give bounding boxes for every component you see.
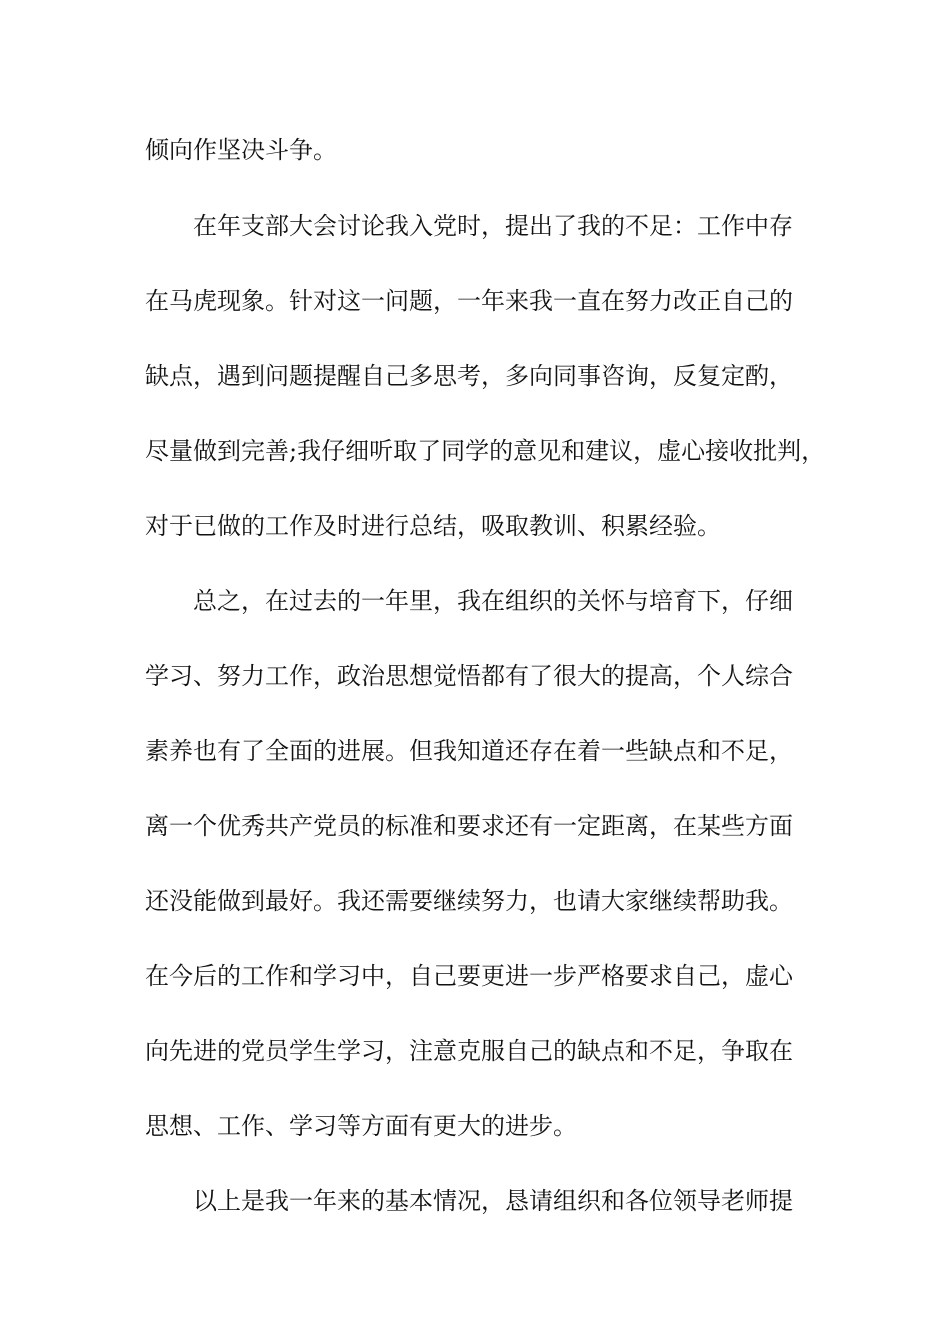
text-line: 在马虎现象。针对这一问题，一年来我一直在努力改正自己的 bbox=[145, 287, 793, 315]
text-line: 学习、努力工作，政治思想觉悟都有了很大的提高，个人综合 bbox=[145, 662, 793, 690]
text-line: 在今后的工作和学习中，自己要更进一步严格要求自己，虚心 bbox=[145, 962, 793, 990]
text-line: 向先进的党员学生学习，注意克服自己的缺点和不足，争取在 bbox=[145, 1037, 793, 1065]
text-line: 离一个优秀共产党员的标准和要求还有一定距离，在某些方面 bbox=[145, 812, 793, 840]
text-line: 还没能做到最好。我还需要继续努力，也请大家继续帮助我。 bbox=[145, 887, 793, 915]
paragraph-start-line: 在年支部大会讨论我入党时，提出了我的不足：工作中存 bbox=[193, 212, 793, 240]
text-line: 思想、工作、学习等方面有更大的进步。 bbox=[145, 1112, 577, 1140]
text-line: 素养也有了全面的进展。但我知道还存在着一些缺点和不足， bbox=[145, 737, 793, 765]
text-line: 倾向作坚决斗争。 bbox=[145, 136, 337, 164]
text-line: 对于已做的工作及时进行总结，吸取教训、积累经验。 bbox=[145, 512, 721, 540]
text-line: 缺点，遇到问题提醒自己多思考，多向同事咨询，反复定酌， bbox=[145, 362, 793, 390]
paragraph-start-line: 以上是我一年来的基本情况，恳请组织和各位领导老师提 bbox=[193, 1187, 793, 1215]
paragraph-start-line: 总之，在过去的一年里，我在组织的关怀与培育下，仔细 bbox=[193, 587, 793, 615]
text-line: 尽量做到完善;我仔细听取了同学的意见和建议，虚心接收批判， bbox=[145, 437, 826, 465]
